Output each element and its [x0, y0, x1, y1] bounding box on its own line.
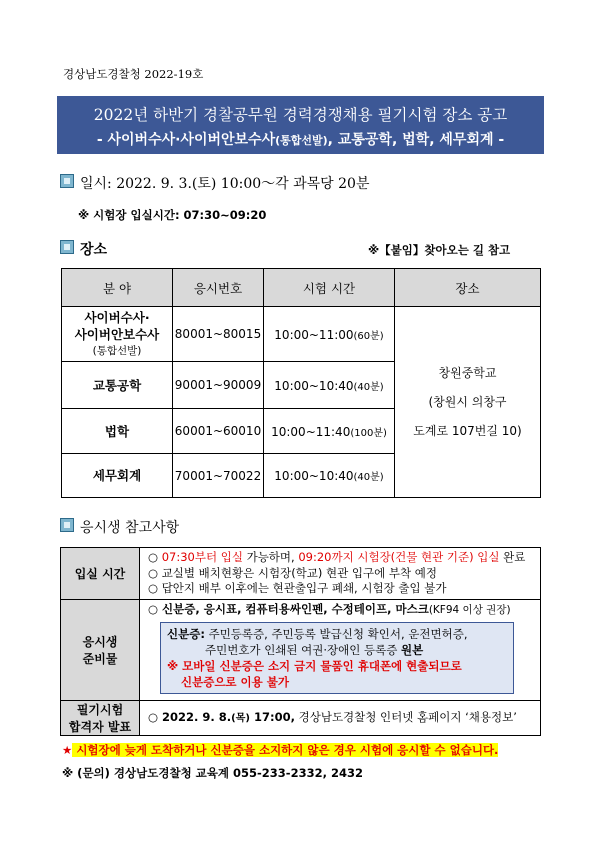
section-bullet-icon: [60, 518, 74, 532]
location-cell: 창원중학교 (창원시 의창구 도계로 107번길 10): [395, 307, 541, 498]
subject-cell: 사이버수사· 사이버안보수사 (통합선발): [62, 307, 173, 362]
header-numbers: 응시번호: [173, 269, 264, 307]
numbers-cell: 80001~80015: [173, 307, 264, 362]
header-subject: 분 야: [62, 269, 173, 307]
entry-time-label: 입실 시간: [61, 548, 140, 600]
reference-section-title: 응시생 참고사항: [80, 520, 180, 536]
header-location: 장소: [395, 269, 541, 307]
subject-cell: 세무회계: [62, 454, 173, 498]
section-bullet-icon: [60, 174, 74, 188]
supplies-label: 응시생 준비물: [61, 599, 140, 701]
attachment-note: ※【붙임】찾아오는 길 참고: [368, 243, 511, 257]
time-cell: 10:00~10:40(40분): [264, 362, 395, 409]
place-section-title: 장소: [80, 242, 108, 258]
exam-date: 일시: 2022. 9. 3.(토) 10:00～각 과목당 20분: [80, 176, 370, 192]
header-time: 시험 시간: [264, 269, 395, 307]
time-cell: 10:00~11:00(60분): [264, 307, 395, 362]
result-label: 필기시험 합격자 발표: [61, 701, 140, 736]
subject-cell: 교통공학: [62, 362, 173, 409]
entry-time-note: ※ 시험장 입실시간: 07:30~09:20: [78, 208, 267, 222]
numbers-cell: 70001~70022: [173, 454, 264, 498]
inquiry-contact: ※ (문의) 경상남도경찰청 교육계 055-233-2332, 2432: [62, 766, 363, 780]
star-icon: ★: [62, 743, 73, 757]
numbers-cell: 60001~60010: [173, 409, 264, 454]
entry-line-2: ○ 교실별 배치현황은 시험장(학교) 현관 입구에 부착 예정: [148, 565, 437, 580]
numbers-cell: 90001~90009: [173, 362, 264, 409]
section-bullet-icon: [60, 240, 74, 254]
exam-place-table: [61, 268, 541, 498]
table-row: [61, 701, 541, 736]
time-cell: 10:00~10:40(40분): [264, 454, 395, 498]
reference-table: [60, 547, 541, 736]
title-banner: [57, 96, 544, 154]
document-number: 경상남도경찰청 2022-19호: [63, 67, 204, 81]
result-body: ○ 2022. 9. 8.(목) 17:00, 경상남도경찰청 인터넷 홈페이지 ‘채용정보’: [140, 701, 541, 736]
entry-line-1: ○ 07:30부터 입실 가능하며, 09:20까지 시험장(건물 현관 기준) 입실 완료: [148, 550, 526, 564]
time-cell: 10:00~11:40(100분): [264, 409, 395, 454]
supplies-list: ○ 신분증, 응시표, 컴퓨터용싸인펜, 수정테이프, 마스크(KF94 이상 권장): [148, 601, 511, 616]
id-requirements-box: 신분증: 주민등록증, 주민등록 발급신청 확인서, 운전면허증, 주민번호가 인쇄된 여권·장애인 등록증 원본 ※ 모바일 신분증은 소지 금지 물품인 휴대폰에 현출되므로 신분증으로 이용 불가: [160, 622, 514, 694]
supplies-body: [140, 599, 541, 701]
notice-title: 2022년 하반기 경찰공무원 경력경쟁채용 필기시험 장소 공고: [93, 106, 508, 124]
notice-subtitle: - 사이버수사·사이버안보수사(통합선발), 교통공학, 법학, 세무회계 -: [96, 132, 505, 148]
table-row: [61, 599, 541, 701]
subject-cell: 법학: [62, 409, 173, 454]
table-row: [61, 548, 541, 600]
late-arrival-warning: ★ 시험장에 늦게 도착하거나 신분증을 소지하지 않은 경우 시험에 응시할 수 없습니다.: [62, 743, 499, 757]
entry-line-3: ○ 답안지 배부 이후에는 현관출입구 폐쇄, 시험장 출입 불가: [148, 581, 447, 595]
table-row: [62, 307, 541, 362]
entry-time-body: [140, 548, 541, 600]
